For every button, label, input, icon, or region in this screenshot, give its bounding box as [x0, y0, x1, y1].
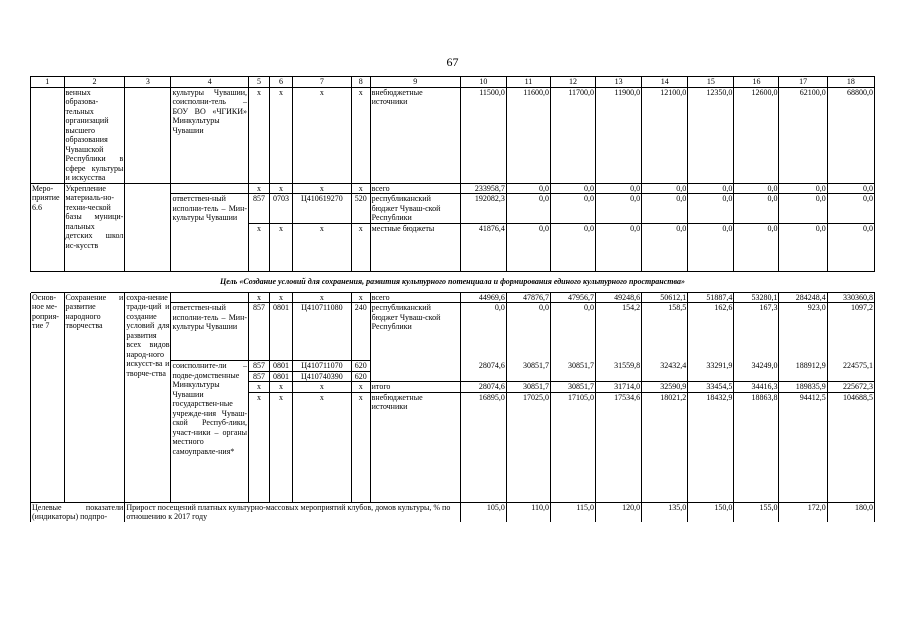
table-cell: x: [351, 223, 370, 271]
table-cell: внебюджетные источники: [370, 392, 460, 502]
table-cell: 0,0: [506, 303, 550, 361]
table-cell: 11500,0: [460, 87, 506, 183]
table-cell: 31714,0: [596, 382, 642, 393]
table-cell: 520: [351, 194, 370, 224]
table-cell: x: [293, 184, 352, 194]
table-cell: 47956,7: [550, 293, 595, 303]
table-cell: 0703: [270, 194, 293, 224]
table-cell: 115,0: [550, 503, 595, 522]
block3-row-total: [31, 293, 875, 303]
table-cell: всего: [370, 184, 460, 194]
table-cell: 105,0: [460, 503, 506, 522]
table-cell: x: [249, 293, 270, 303]
table-cell: x: [270, 184, 293, 194]
table-cell: 30851,7: [506, 382, 550, 393]
header-col: 3: [125, 77, 171, 88]
table-cell: 0,0: [550, 223, 595, 271]
block1-executor: культуры Чувашии, соисполни-тель – БОУ ВО «ЧГИКИ» Минкультуры Чувашии: [171, 87, 249, 183]
table-cell: x: [249, 382, 270, 393]
table-cell: 31559,8: [596, 361, 642, 382]
table-cell: x: [249, 87, 270, 183]
table-cell: 189835,9: [779, 382, 827, 393]
table-cell: 158,5: [642, 303, 688, 361]
header-col: 11: [506, 77, 550, 88]
table-cell: 33291,9: [688, 361, 734, 382]
table-cell: x: [270, 223, 293, 271]
block3-status: Основ-ное ме-роприя-тие 7: [31, 293, 65, 503]
table-cell: всего: [370, 293, 460, 303]
table-cell: 50612,1: [642, 293, 688, 303]
table-cell: 0,0: [779, 194, 827, 224]
table-cell: x: [351, 392, 370, 502]
table-cell: 0801: [270, 371, 293, 382]
block3-result: сохра-нение тради-ций и создание условий для развития всех видов народ-ного искусст-ва и творче-ства: [125, 293, 171, 503]
block2-name: Укрепление материаль-но-техни-ческой базы муници-пальных детских школ ис-кусств: [64, 184, 125, 272]
table-cell: x: [293, 382, 352, 393]
header-col: 12: [550, 77, 595, 88]
table-cell: 11700,0: [550, 87, 595, 183]
table-cell: 12600,0: [734, 87, 779, 183]
table-cell: 923,0: [779, 303, 827, 361]
table-cell: 30851,7: [550, 361, 595, 382]
header-col: 16: [734, 77, 779, 88]
table-cell: 0,0: [827, 223, 874, 271]
table-cell: 155,0: [734, 503, 779, 522]
table-cell: 30851,7: [550, 382, 595, 393]
table-cell: 0,0: [550, 194, 595, 224]
table-cell: 0,0: [642, 184, 688, 194]
block2-executor: ответствен-ный исполни-тель – Мин-культуры Чувашии: [171, 194, 249, 272]
table-cell: 180,0: [827, 503, 874, 522]
header-col: 6: [270, 77, 293, 88]
table-cell: 192082,3: [460, 194, 506, 224]
table-cell: 188912,9: [779, 361, 827, 382]
table-cell: 0,0: [550, 184, 595, 194]
block4-row: [31, 503, 875, 522]
block3-name: Сохранение и развитие народного творчества: [64, 293, 125, 503]
program-table: [30, 76, 875, 522]
header-col: 1: [31, 77, 65, 88]
table-cell: 162,6: [688, 303, 734, 361]
table-cell: x: [249, 392, 270, 502]
table-cell: итого: [370, 382, 460, 393]
table-cell: 0801: [270, 303, 293, 361]
header-col: 4: [171, 77, 249, 88]
table-cell: x: [351, 293, 370, 303]
table-cell: 857: [249, 194, 270, 224]
table-cell: x: [293, 293, 352, 303]
table-cell: 18863,8: [734, 392, 779, 502]
table-cell: 0,0: [550, 303, 595, 361]
table-cell: x: [293, 392, 352, 502]
table-cell: 0,0: [596, 184, 642, 194]
table-cell: 0,0: [734, 223, 779, 271]
table-cell: 0,0: [506, 223, 550, 271]
table-cell: 0,0: [642, 223, 688, 271]
table-cell: 0,0: [688, 223, 734, 271]
table-cell: 0,0: [827, 184, 874, 194]
table-cell: x: [270, 392, 293, 502]
header-col: 8: [351, 77, 370, 88]
table-cell: 53280,1: [734, 293, 779, 303]
table-cell: x: [270, 293, 293, 303]
table-cell: Ц410740390: [293, 371, 352, 382]
table-cell: 17105,0: [550, 392, 595, 502]
table-cell: 16895,0: [460, 392, 506, 502]
block2-row-total: [31, 184, 875, 194]
block3-executor-b: соисполните-ли – подве-домственные Минкультуры Чувашии государствен-ные учрежде-ния Чуваш-ской Респуб-лики, участ-ники – органы местного самоуправле-ния*: [171, 361, 249, 503]
table-cell: 51887,4: [688, 293, 734, 303]
table-cell: 330360,8: [827, 293, 874, 303]
table-cell: 0,0: [596, 223, 642, 271]
table-cell: 44969,6: [460, 293, 506, 303]
table-cell: 240: [351, 303, 370, 361]
table-cell: x: [351, 87, 370, 183]
table-cell: 0,0: [688, 194, 734, 224]
header-col: 7: [293, 77, 352, 88]
header-col: 18: [827, 77, 874, 88]
table-cell: x: [270, 87, 293, 183]
table-cell: 167,3: [734, 303, 779, 361]
table-cell: x: [293, 87, 352, 183]
table-cell: 0,0: [688, 184, 734, 194]
table-cell: 225672,3: [827, 382, 874, 393]
table-cell: 12100,0: [642, 87, 688, 183]
table-cell: 857: [249, 371, 270, 382]
header-col: 5: [249, 77, 270, 88]
table-cell: 857: [249, 303, 270, 361]
table-cell: 0,0: [734, 184, 779, 194]
table-cell: 284248,4: [779, 293, 827, 303]
table-cell: 154,2: [596, 303, 642, 361]
block1-name: венных образова-тельных организаций высшего образования Чувашской Республики в сфере культуры и искусства: [65, 87, 124, 182]
table-cell: 0,0: [460, 303, 506, 361]
table-cell: 32432,4: [642, 361, 688, 382]
table-cell: местные бюджеты: [370, 223, 460, 271]
header-col: 15: [688, 77, 734, 88]
block4-text: Прирост посещений платных культурно-массовых мероприятий клубов, домов культуры, % по отношению к 2017 году: [125, 503, 460, 522]
table-cell: 12350,0: [688, 87, 734, 183]
block4-label: Целевые показатели (индикаторы) подпро-: [32, 502, 124, 521]
table-cell: x: [351, 184, 370, 194]
table-cell: x: [249, 184, 270, 194]
table-cell: Ц410711070: [293, 361, 352, 372]
table-cell: 47876,7: [506, 293, 550, 303]
table-cell: 620: [351, 361, 370, 372]
table-cell: 17025,0: [506, 392, 550, 502]
table-cell: 104688,5: [827, 392, 874, 502]
header-col: 2: [64, 77, 125, 88]
table-cell: x: [249, 223, 270, 271]
table-cell: 224575,1: [827, 361, 874, 382]
table-cell: x: [351, 382, 370, 393]
table-cell: 18432,9: [688, 392, 734, 502]
page-number: 67: [446, 55, 459, 69]
table-cell: 34249,0: [734, 361, 779, 382]
header-col: 13: [596, 77, 642, 88]
table-cell: 32590,9: [642, 382, 688, 393]
header-col: 10: [460, 77, 506, 88]
table-cell: 110,0: [506, 503, 550, 522]
table-cell: 30851,7: [506, 361, 550, 382]
table-cell: республиканский бюджет Чуваш-ской Республики: [370, 303, 460, 382]
goal-heading: Цель «Создание условий для сохранения, развития культурного потенциала и формирования единого культурного пространства»: [219, 276, 685, 286]
table-cell: 857: [249, 361, 270, 372]
table-cell: Ц410711080: [293, 303, 352, 361]
table-cell: 94412,5: [779, 392, 827, 502]
table-cell: 0,0: [596, 194, 642, 224]
table-cell: 0,0: [779, 223, 827, 271]
table-cell: внебюджетные источники: [370, 87, 460, 183]
header-col: 9: [370, 77, 460, 88]
table-cell: 135,0: [642, 503, 688, 522]
table-cell: 11900,0: [596, 87, 642, 183]
block3-executor-a: ответствен-ный исполни-тель – Мин-культуры Чувашии: [171, 303, 249, 361]
table-cell: 17534,6: [596, 392, 642, 502]
table-cell: республиканский бюджет Чуваш-ской Республики: [370, 194, 460, 224]
table-cell: 0,0: [827, 194, 874, 224]
table-cell: 28074,6: [460, 361, 506, 382]
table-cell: 41876,4: [460, 223, 506, 271]
table-cell: 172,0: [779, 503, 827, 522]
table-cell: x: [270, 382, 293, 393]
table-cell: x: [293, 223, 352, 271]
header-col: 17: [779, 77, 827, 88]
table-cell: 120,0: [596, 503, 642, 522]
table-cell: 0,0: [506, 184, 550, 194]
table-cell: 233958,7: [460, 184, 506, 194]
table-cell: 150,0: [688, 503, 734, 522]
table-cell: 0,0: [779, 184, 827, 194]
table-cell: 68800,0: [827, 87, 874, 183]
table-cell: 34416,3: [734, 382, 779, 393]
table-cell: 11600,0: [506, 87, 550, 183]
table-cell: 49248,6: [596, 293, 642, 303]
table-cell: 0,0: [734, 194, 779, 224]
table-cell: 0,0: [642, 194, 688, 224]
table-cell: 620: [351, 371, 370, 382]
table-cell: 28074,6: [460, 382, 506, 393]
header-col: 14: [642, 77, 688, 88]
table-cell: 0801: [270, 361, 293, 372]
block2-status: Меро-приятие 6.6: [31, 184, 65, 272]
table-cell: 33454,5: [688, 382, 734, 393]
table-cell: Ц410619270: [293, 194, 352, 224]
table-cell: 18021,2: [642, 392, 688, 502]
table-cell: 62100,0: [779, 87, 827, 183]
table-cell: 0,0: [506, 194, 550, 224]
block1-row: [31, 87, 875, 183]
header-row: [31, 77, 875, 88]
table-cell: 1097,2: [827, 303, 874, 361]
